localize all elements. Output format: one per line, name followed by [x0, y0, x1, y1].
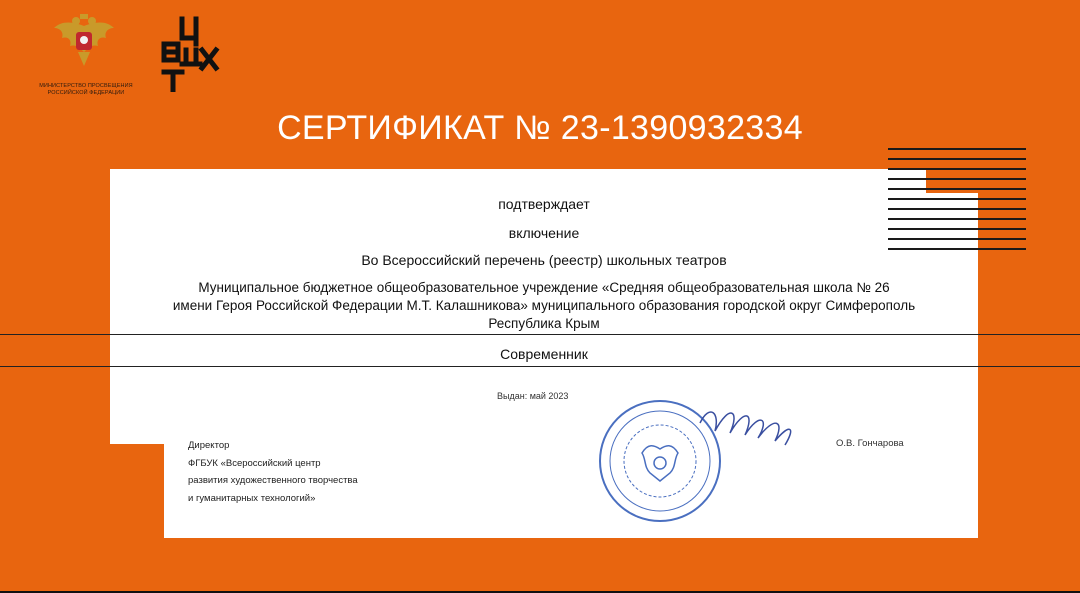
- organization-line3: Республика Крым: [488, 316, 600, 331]
- issue-date: Выдан: май 2023: [497, 391, 569, 401]
- confirms-text: подтверждает: [498, 196, 590, 212]
- ministry-name-line1: МИНИСТЕРСТВО ПРОСВЕЩЕНИЯ: [39, 83, 133, 89]
- cvdht-logo: [160, 16, 220, 97]
- organization-line1: Муниципальное бюджетное общеобразовательное учреждение «Средняя общеобразовательная школа № 26: [198, 280, 890, 295]
- director-org-line3: и гуманитарных технологий»: [188, 492, 316, 504]
- theatre-name: Современник: [500, 346, 588, 362]
- ministry-logo: [28, 10, 144, 102]
- registry-text: Во Всероссийский перечень (реестр) школьных театров: [361, 252, 727, 268]
- divider-top: [0, 334, 1080, 335]
- director-org-line2: развития художественного творчества: [188, 475, 358, 486]
- double-headed-eagle-icon: [52, 12, 116, 72]
- organization-name: [110, 279, 978, 333]
- director-position: [188, 437, 358, 507]
- official-stamp: [580, 383, 825, 528]
- director-org-line1: ФГБУК «Всероссийский центр: [188, 457, 321, 469]
- divider-bottom: [0, 366, 1080, 367]
- director-name: О.В. Гончарова: [836, 438, 904, 449]
- cvdht-logo-mark: [160, 16, 220, 92]
- director-title: Директор: [188, 440, 230, 451]
- certificate-title: СЕРТИФИКАТ № 23-1390932334: [277, 109, 803, 147]
- ministry-name-line2: РОССИЙСКОЙ ФЕДЕРАЦИИ: [47, 90, 125, 96]
- organization-line2: имени Героя Российской Федерации М.Т. Калашникова» муниципального образования городской округ Симферополь: [172, 298, 916, 313]
- inclusion-text: включение: [508, 225, 580, 241]
